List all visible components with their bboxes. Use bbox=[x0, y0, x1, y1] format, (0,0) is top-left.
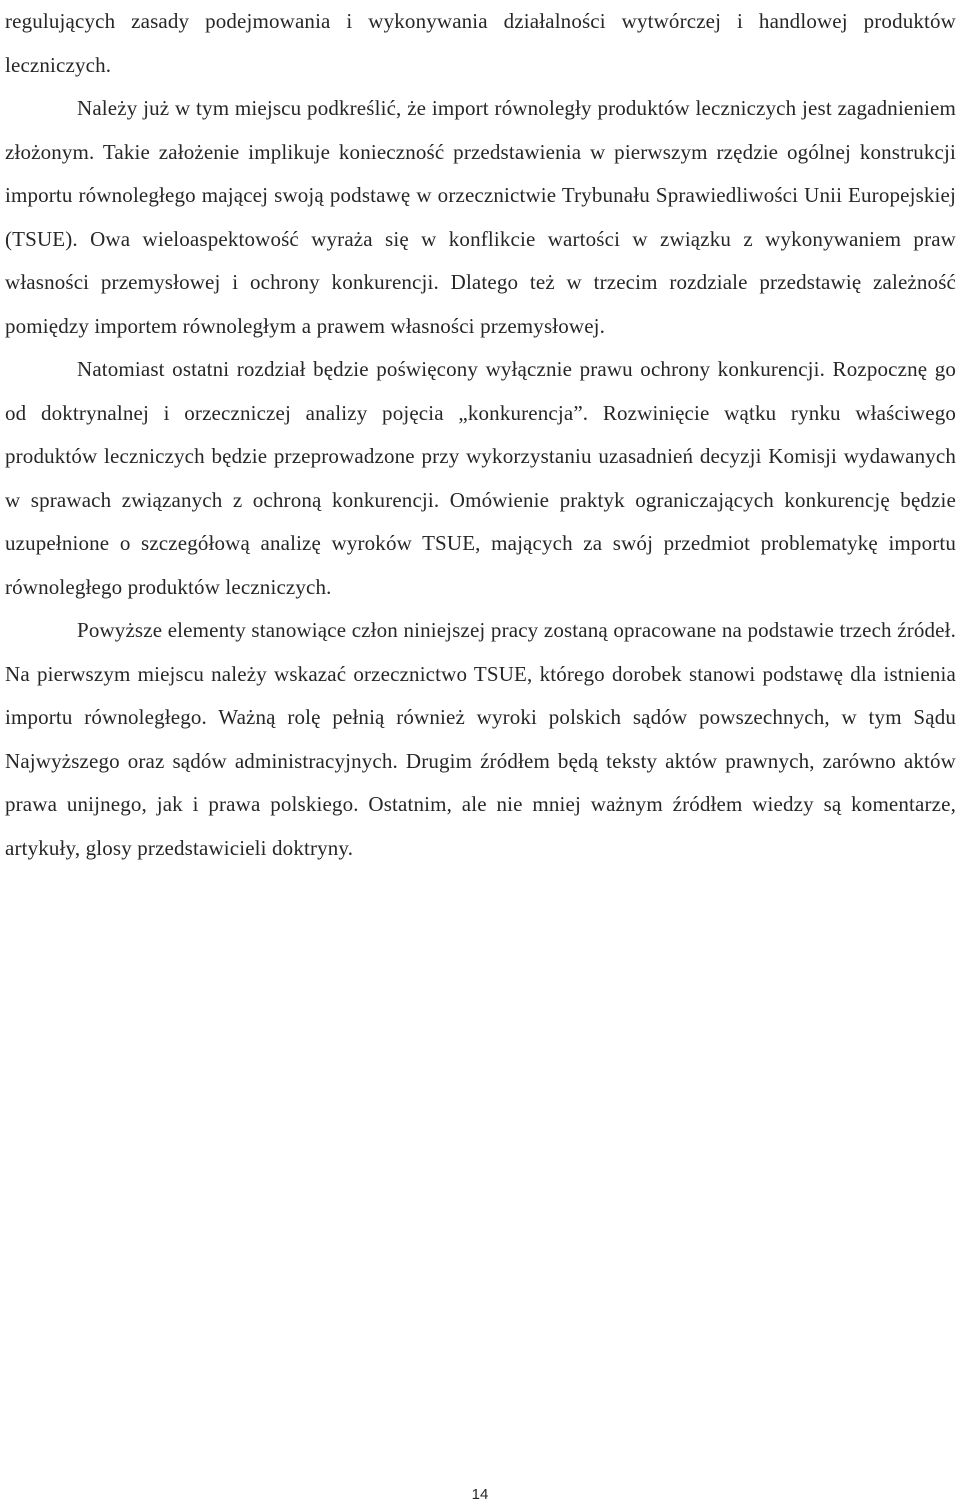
paragraph: Natomiast ostatni rozdział będzie poświęcony wyłącznie prawu ochrony konkurencji. Rozpocznę go od doktrynalnej i orzeczniczej analizy pojęcia „konkurencja”. Rozwinięcie wątku rynku właściwego produktów leczniczych będzie przeprowadzone przy wykorzystaniu uzasadnień decyzji Komisji wydawanych w sprawach związanych z ochroną konkurencji. Omówienie praktyk ograniczających konkurencję będzie uzupełnione o szczegółową analizę wyroków TSUE, mających za swój przedmiot problematykę importu równoległego produktów leczniczych. bbox=[5, 357, 956, 599]
paragraph-continuation: regulujących zasady podejmowania i wykonywania działalności wytwórczej i handlowej produktów leczniczych. bbox=[5, 9, 956, 77]
page-number: 14 bbox=[471, 1486, 489, 1503]
paragraph: Należy już w tym miejscu podkreślić, że import równoległy produktów leczniczych jest zagadnieniem złożonym. Takie założenie implikuje konieczność przedstawienia w pierwszym rzędzie ogólnej konstrukcji importu równoległego mającej swoją podstawę w orzecznictwie Trybunału Sprawiedliwości Unii Europejskiej (TSUE). Owa wieloaspektowość wyraża się w konflikcie wartości w związku z wykonywaniem praw własności przemysłowej i ochrony konkurencji. Dlatego też w trzecim rozdziale przedstawię zależność pomiędzy importem równoległym a prawem własności przemysłowej. bbox=[5, 96, 956, 338]
body-text bbox=[5, 0, 956, 870]
paragraph: Powyższe elementy stanowiące człon niniejszej pracy zostaną opracowane na podstawie trzech źródeł. Na pierwszym miejscu należy wskazać orzecznictwo TSUE, którego dorobek stanowi podstawę dla istnienia importu równoległego. Ważną rolę pełnią również wyroki polskich sądów powszechnych, w tym Sądu Najwyższego oraz sądów administracyjnych. Drugim źródłem będą teksty aktów prawnych, zarówno aktów prawa unijnego, jak i prawa polskiego. Ostatnim, ale nie mniej ważnym źródłem wiedzy są komentarze, artykuły, glosy przedstawicieli doktryny. bbox=[5, 618, 956, 860]
